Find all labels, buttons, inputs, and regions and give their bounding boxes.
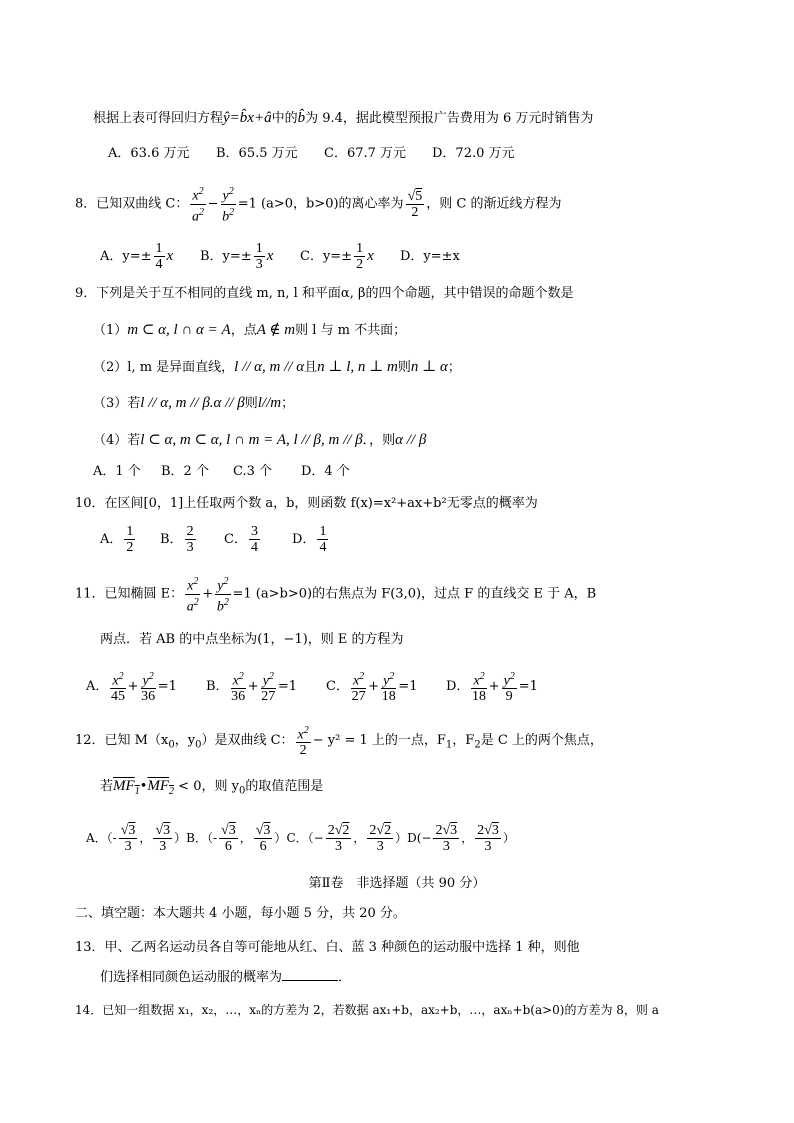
- 2sqrt2-over-3: $\frac{2√2}{3}$: [327, 823, 350, 854]
- sub-1: 1: [134, 786, 140, 797]
- q11-stem-c: 两点．若 AB 的中点坐标为(1，−1)，则 E 的方程为: [100, 632, 404, 647]
- frac-1-2: $\frac{1}{2}$: [356, 241, 364, 272]
- q11-option-a: A． $\frac{x^2}{45}$ + $\frac{y^2}{36}$ =1: [86, 670, 177, 705]
- q10-option-b: [160, 522, 224, 558]
- q12-label-a: A．: [86, 831, 107, 845]
- sub-0: 0: [168, 739, 175, 751]
- q10-stem: [75, 494, 538, 514]
- q9-options: [93, 462, 350, 482]
- q10-label-c: C．: [224, 532, 247, 547]
- p2-label: （2）: [93, 360, 128, 375]
- q12-opt-c-open: （−: [307, 831, 324, 845]
- q11-a2-b: 36: [231, 689, 246, 705]
- sqrt3-over-6: $\frac{√3}{6}$: [221, 823, 236, 854]
- q10-label-a: A．: [100, 532, 123, 547]
- eq1: =1: [157, 679, 177, 694]
- x2-over-a2: $\frac{x^2}{a^2}$: [186, 576, 199, 615]
- q10-den-b: 3: [186, 540, 194, 555]
- p1-label: （1）: [93, 323, 128, 338]
- eq1: =1: [398, 679, 418, 694]
- q9-number: 9．: [75, 286, 97, 301]
- q9-option-a: A．1 个: [93, 464, 141, 479]
- x2-over-27: $\frac{x^2}{27}$: [351, 670, 366, 705]
- q12-opt-c-close: ）: [395, 831, 408, 845]
- q11-a2-a: 45: [111, 689, 125, 705]
- q11-a2-d: 18: [472, 689, 487, 705]
- eq1: =1: [277, 679, 298, 694]
- q8-option-b: [200, 238, 300, 275]
- q12-stem-d: − y² = 1 上的一点，F: [312, 733, 446, 748]
- sqrt5-over-2: $\frac{√5}{2}$: [407, 188, 423, 220]
- p3-math2: l//m: [257, 395, 282, 411]
- q11-options: [86, 668, 538, 706]
- q13-end: ．: [338, 970, 352, 985]
- q11-label-b: B．: [206, 679, 229, 694]
- y2-over-b2: $\frac{y^2}{b^2}$: [222, 186, 235, 225]
- q7-stem-b: 中的: [271, 111, 298, 126]
- q10-den-d: 4: [319, 540, 327, 555]
- less-than-zero: < 0: [178, 779, 202, 794]
- q12-line2-b: ，则 y: [201, 779, 239, 794]
- p2-text3: 则: [397, 360, 411, 375]
- q8-condition: =1 (a>0，b>0)的离心率为: [237, 196, 404, 212]
- q12-opt-d-comma: ，: [461, 831, 474, 845]
- p4-math: l ⊂ α, m ⊂ α, l ∩ m = A, l // β, m // β: [140, 432, 363, 448]
- mf1-text: MF: [113, 778, 135, 794]
- x2-over-18: $\frac{x^2}{18}$: [472, 670, 487, 705]
- p1-math2: A ∉ m: [256, 322, 296, 338]
- q9-stem-text: 下列是关于互不相同的直线 m, n, l 和平面α, β的四个命题，其中错误的命题个数是: [96, 286, 574, 301]
- q8-stem-a: 已知双曲线 C：: [96, 196, 189, 212]
- q12-label-c: C．: [286, 831, 308, 845]
- p3-math: l // α, m // β.α // β: [140, 395, 245, 411]
- p4-label: （4）若: [93, 433, 141, 448]
- q12-label-b: B．: [186, 831, 207, 845]
- q7-option-d: D．72.0 万元: [432, 146, 515, 161]
- q11-option-d: D． $\frac{x^2}{18}$ + $\frac{y^2}{9}$ =1: [446, 670, 538, 705]
- q8-option-b-label: B．y=±: [200, 249, 252, 264]
- q10-option-d: [292, 522, 330, 558]
- y2-over-27: $\frac{y^2}{27}$: [261, 670, 276, 705]
- q14-text: 已知一组数据 x₁，x₂，…，xₙ的方差为 2，若数据 ax₁+b，ax₂+b，…，axₙ+b(a>0)的方差为 8，则 a: [102, 1003, 659, 1017]
- q12-stem-b: ，y: [174, 733, 196, 748]
- var-x: x: [367, 248, 374, 264]
- q10-den-c: 4: [250, 540, 258, 555]
- sub-2: 2: [169, 786, 175, 797]
- frac-1-4: $\frac{1}{4}$: [155, 241, 163, 272]
- q11-stem-b: =1 (a>b>0)的右焦点为 F(3,0)，过点 F 的直线交 E 于 A，B: [232, 586, 597, 602]
- q9-option-b: B．2 个: [161, 464, 209, 479]
- q13-line1: [75, 938, 580, 958]
- q12-line2-a: 若: [100, 779, 114, 794]
- section-2-title-text: 第Ⅱ卷 非选择题（共 90 分）: [308, 876, 486, 891]
- q11-b2-a: 36: [141, 689, 156, 705]
- y2-over-9: $\frac{y^2}{9}$: [503, 670, 515, 705]
- q9-option-c: C.3 个: [233, 464, 273, 479]
- q12-opt-b-close: ）: [274, 831, 287, 845]
- p4-text: ．，则: [362, 433, 396, 448]
- q10-frac-b: [185, 524, 196, 555]
- vector-mf1: [113, 778, 140, 797]
- p3-text: 则: [244, 396, 258, 411]
- q9-proposition-3: [93, 393, 294, 414]
- q12-stem-a: 已知 M（x: [104, 733, 169, 748]
- frac-1-3: $\frac{1}{3}$: [255, 241, 263, 272]
- p1-text2: 则 l 与 m 不共面；: [295, 323, 407, 338]
- y2-over-36: $\frac{y^2}{36}$: [141, 670, 156, 705]
- q13-number: 13．: [75, 940, 105, 955]
- q13-line2: [100, 968, 351, 988]
- q9-proposition-1: [93, 320, 406, 341]
- q10-num-b: 2: [186, 524, 194, 539]
- q9-option-d: D．4 个: [301, 464, 350, 479]
- q13-line1-text: 甲、乙两名运动员各自等可能地从红、白、蓝 3 种颜色的运动服中选择 1 种，则他: [104, 940, 580, 955]
- q12-opt-b-comma: ，: [239, 831, 252, 845]
- sqrt3-over-3: $\frac{√3}{3}$: [155, 823, 171, 854]
- x2-over-2: $\frac{x^2}{2}$: [297, 724, 309, 759]
- q11-label-c: C．: [326, 679, 349, 694]
- 2sqrt2-over-3: $\frac{2√2}{3}$: [369, 823, 392, 854]
- q12-opt-d-close: ）: [502, 831, 515, 845]
- q7-options: [108, 144, 515, 164]
- q12-line2-c: 的取值范围是: [245, 779, 324, 794]
- q11-b2-c: 18: [381, 689, 396, 705]
- q10-label-b: B．: [160, 532, 183, 547]
- q7-option-c: C．67.7 万元: [324, 146, 407, 161]
- q12-opt-d-minus: −: [421, 831, 432, 845]
- section-2-title: [0, 874, 794, 894]
- q11-stem: 11．已知椭圆 E： $\frac{x^2}{a^2}$ + $\frac{y^2}{b^2}$ =1 (a>b>0)的右焦点为 F(3,0)，过点 F 的直线交 E 于 A，B: [75, 576, 597, 615]
- vector-mf2: [147, 778, 175, 797]
- x2-over-a2: $\frac{x^2}{a^2}$: [191, 186, 204, 225]
- var-x: x: [266, 248, 274, 264]
- dot-operator: •: [139, 779, 148, 794]
- q8-option-a-label: A．y=±: [100, 249, 152, 264]
- sqrt3-over-3: $\frac{√3}{3}$: [120, 823, 136, 854]
- y2-over-b2: $\frac{y^2}{b^2}$: [216, 576, 229, 615]
- sub-0: 0: [238, 785, 246, 797]
- q14-line1: [75, 1000, 659, 1020]
- q10-label-d: D．: [292, 532, 316, 547]
- y2-over-18: $\frac{y^2}{18}$: [381, 670, 396, 705]
- q10-num-a: 1: [126, 524, 134, 539]
- p3-end: ；: [281, 396, 295, 411]
- p2-math3: n ⊥ α: [410, 359, 448, 375]
- q8-option-c-label: C．y=±: [300, 249, 353, 264]
- eq1: =1: [518, 679, 538, 694]
- p2-math: l // α, m // α: [234, 359, 305, 375]
- q11-stem-line2: [100, 630, 404, 650]
- q13-line2-text: 们选择相同颜色运动服的概率为: [100, 970, 283, 985]
- 2sqrt3-over-3: $\frac{2√3}{3}$: [477, 823, 499, 854]
- q10-options: [100, 522, 330, 558]
- q11-a2-c: 27: [351, 689, 366, 705]
- q10-number: 10．: [75, 496, 105, 511]
- q10-num-d: 1: [319, 524, 327, 539]
- x2-over-36: $\frac{x^2}{36}$: [231, 670, 246, 705]
- sub-1: 1: [445, 739, 453, 751]
- q10-frac-a: [124, 524, 135, 555]
- q9-stem: [75, 284, 574, 304]
- q12-options: [86, 818, 515, 858]
- fill-in-heading-text: 二、填空题：本大题共 4 小题，每小题 5 分，共 20 分。: [75, 906, 406, 921]
- x2-over-45: $\frac{x^2}{45}$: [111, 670, 125, 705]
- var-x: x: [166, 248, 174, 264]
- q10-frac-c: [249, 524, 260, 555]
- q8-stem-b: ，则 C 的渐近线方程为: [426, 196, 562, 212]
- p2-text: l, m 是异面直线，: [127, 360, 235, 375]
- q12-opt-a-close: ）: [174, 831, 187, 845]
- q9-proposition-2: [93, 357, 461, 378]
- 2sqrt3-over-3: $\frac{2√3}{3}$: [435, 823, 458, 854]
- q10-option-c: [224, 522, 292, 558]
- q7-stem-a: 根据上表可得回归方程: [93, 111, 224, 126]
- p4-math2: α // β: [395, 432, 427, 448]
- q10-num-c: 3: [250, 524, 258, 539]
- q12-stem-line2: [100, 776, 323, 802]
- p3-label: （3）若: [93, 396, 141, 411]
- q7-stem-c: 为 9.4，据此模型预报广告费用为 6 万元时销售为: [305, 111, 594, 126]
- q8-option-d: D．y=±x: [400, 249, 460, 264]
- q12-opt-a-open: （-: [106, 831, 117, 845]
- q7-option-b: B．65.5 万元: [216, 146, 298, 161]
- q10-stem-text: 在区间[0，1]上任取两个数 a，b，则函数 f(x)=x²+ax+b²无零点的概率为: [104, 496, 538, 511]
- q8-number: 8．: [75, 196, 97, 212]
- q8-stem: 8．已知双曲线 C： $\frac{x^2}{a^2}$ − $\frac{y^2}{b^2}$ =1 (a>0，b>0)的离心率为 $\frac{√5}{2}$ ，则 C 的渐近线方程为: [75, 186, 562, 225]
- q12-opt-c-comma: ，: [353, 831, 366, 845]
- p1-math: m ⊂ α, l ∩ α = A: [127, 322, 231, 338]
- sqrt3-over-6: $\frac{√3}{6}$: [255, 823, 271, 854]
- mf2-text: MF: [147, 778, 170, 794]
- q10-option-a: [100, 522, 160, 558]
- sub-0: 0: [195, 739, 202, 751]
- p2-math2: n ⊥ l, n ⊥ m: [317, 359, 398, 375]
- q11-stem-a: 已知椭圆 E：: [104, 586, 184, 602]
- q12-number: 12．: [75, 733, 105, 748]
- p1-text: ，点: [230, 323, 257, 338]
- q10-den-a: 2: [126, 540, 134, 555]
- q12-label-d: D(: [407, 831, 422, 845]
- q12-stem-c: ）是双曲线 C：: [201, 733, 294, 748]
- q14-number: 14．: [75, 1003, 103, 1017]
- q11-option-b: B． $\frac{x^2}{36}$ + $\frac{y^2}{27}$ =1: [206, 670, 298, 705]
- q11-b2-b: 27: [261, 689, 276, 705]
- q9-proposition-4: [93, 430, 426, 451]
- q8-option-a: [100, 238, 200, 275]
- regression-formula: ŷ=b̂x+â: [223, 110, 272, 126]
- q11-number: 11．: [75, 586, 105, 602]
- q11-label-d: D．: [446, 679, 470, 694]
- q10-frac-d: [317, 524, 328, 555]
- q8-options: [100, 238, 460, 275]
- q11-b2-d: 9: [505, 689, 513, 705]
- q12-stem-f: 是 C 上的两个焦点，: [480, 733, 603, 748]
- q11-option-c: C． $\frac{x^2}{27}$ + $\frac{y^2}{18}$ =1: [326, 670, 418, 705]
- q11-label-a: A．: [86, 679, 109, 694]
- q12-opt-a-comma: ，: [139, 831, 152, 845]
- p2-text2: 且: [304, 360, 318, 375]
- bhat-symbol: b̂: [297, 110, 306, 126]
- q8-option-c: [300, 238, 400, 275]
- q12-stem-e: ，F: [452, 733, 475, 748]
- q12-opt-b-open: （-: [206, 831, 218, 845]
- sub-2: 2: [474, 739, 481, 751]
- fill-in-heading: [75, 904, 406, 924]
- p2-end: ；: [447, 360, 461, 375]
- answer-blank: [282, 968, 338, 981]
- q7-option-a: A．63.6 万元: [108, 146, 190, 161]
- q12-stem: [75, 722, 603, 765]
- q7-stem: [93, 108, 593, 129]
